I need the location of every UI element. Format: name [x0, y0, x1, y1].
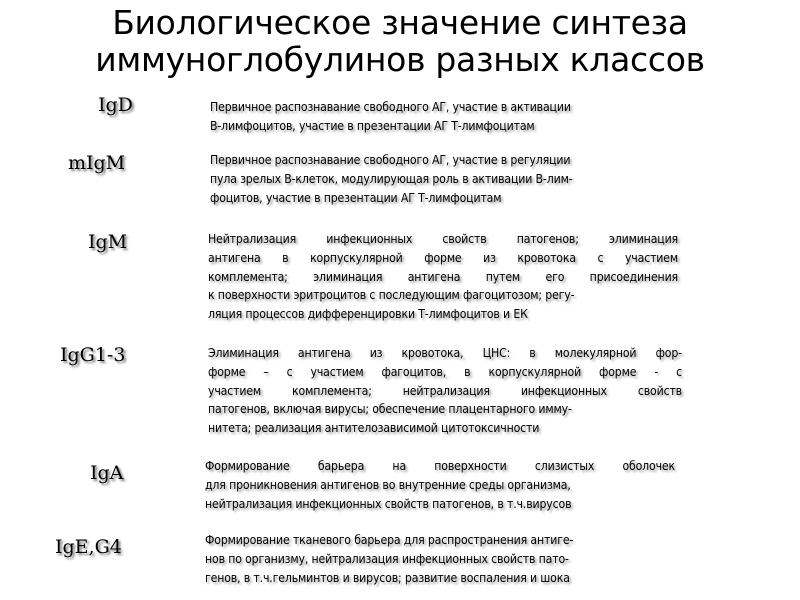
class-description-migm — [210, 151, 680, 207]
description-line: нов по организму, нейтрализация инфекционных свойств пато- — [205, 551, 569, 566]
description-line: ляция процессов дифференцировки Т-лимфоцитов и ЕК — [208, 307, 528, 322]
class-description-iga — [205, 457, 675, 513]
description-line: генов, в т.ч.гельминтов и вирусов; развитие воспаления и шока — [205, 570, 570, 585]
class-description-igm — [208, 230, 678, 324]
class-label-ige-g4: IgE,G4 — [55, 536, 122, 558]
description-line: антигена в корпускулярной форме из кровотока с участием — [208, 250, 678, 265]
description-line: комплемента; элиминация антигена путем его присоединения — [208, 269, 678, 284]
description-line: Первичное распознавание свободного АГ, участие в регуляции — [210, 153, 571, 167]
description-line: нитета; реализация антителозависимой цитотоксичности — [208, 421, 540, 436]
description-line: Первичное распознавание свободного АГ, участие в активации — [210, 100, 571, 114]
description-line: Формирование барьера на поверхности слизистых оболочек — [205, 459, 675, 473]
description-line: Формирование тканевого барьера для распространения антиге- — [205, 533, 574, 547]
class-description-igd — [210, 98, 672, 136]
description-line: для проникновения антигенов во внутренние среды организма, — [205, 477, 571, 492]
class-label-migm: mIgM — [68, 152, 126, 174]
class-description-ige-g4 — [205, 531, 675, 587]
description-line: к поверхности эритроцитов с последующим фагоцитозом; регу- — [208, 288, 575, 303]
description-line: пула зрелых В-клеток, модулирующая роль в активации В-лим- — [210, 171, 573, 186]
class-description-igg1-3 — [208, 344, 682, 438]
page-title-line-2: иммуноглобулинов разных классов — [95, 40, 705, 79]
class-label-igg1-3: IgG1-3 — [60, 344, 126, 366]
description-line: В-лимфоцитов, участие в презентации АГ Т-лимфоцитам — [210, 118, 535, 133]
description-line: патогенов, включая вирусы; обеспечение плацентарного имму- — [208, 402, 572, 417]
description-line: форме – с участием фагоцитов, в корпускулярной форме - с — [208, 364, 682, 379]
page-title-line-1: Биологическое значение синтеза — [112, 3, 688, 42]
class-label-igd: IgD — [98, 94, 133, 116]
description-line: нейтрализация инфекционных свойств патогенов, в т.ч.вирусов — [205, 496, 572, 511]
class-label-igm: IgM — [88, 231, 128, 253]
description-line: участием комплемента; нейтрализация инфекционных свойств — [208, 383, 682, 398]
description-line: фоцитов, участие в презентации АГ Т-лимфоцитам — [210, 190, 502, 205]
page-title — [0, 4, 800, 78]
description-line: Нейтрализация инфекционных свойств патогенов; элиминация — [208, 232, 678, 246]
description-line: Элиминация антигена из кровотока, ЦНС: в молекулярной фор- — [208, 346, 682, 360]
class-label-iga: IgA — [90, 462, 124, 484]
